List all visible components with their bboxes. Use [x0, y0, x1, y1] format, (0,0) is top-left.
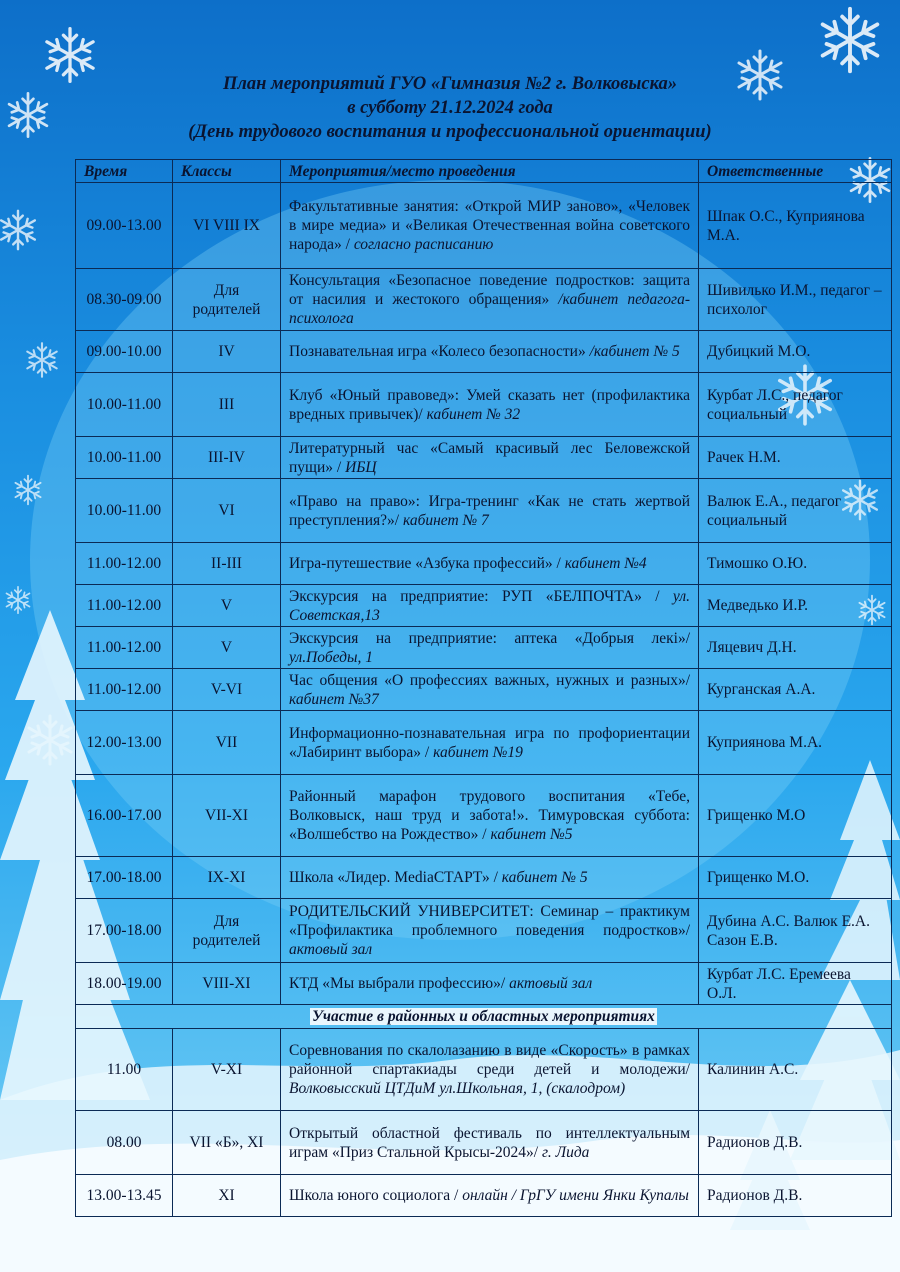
activity-place: ул. Советская,13: [289, 587, 690, 624]
table-row: [76, 269, 892, 331]
classes-cell: III: [173, 373, 281, 437]
table-row: [76, 899, 892, 963]
time-cell: 11.00-12.00: [76, 585, 173, 627]
classes-cell: II-III: [173, 543, 281, 585]
table-row: [76, 331, 892, 373]
activity-cell: [281, 1175, 699, 1217]
classes-cell: VI: [173, 479, 281, 543]
activity-place: г. Лида: [541, 1143, 590, 1161]
activity-cell: [281, 775, 699, 857]
time-cell: 11.00-12.00: [76, 627, 173, 669]
activity-text: Час общения «О профессиях важных, нужных и разных»/: [289, 671, 690, 689]
time-cell: 16.00-17.00: [76, 775, 173, 857]
classes-cell: V-VI: [173, 669, 281, 711]
table-row: [76, 585, 892, 627]
time-cell: 08.30-09.00: [76, 269, 173, 331]
header-activity: Мероприятия/место проведения: [281, 160, 699, 183]
activity-text: РОДИТЕЛЬСКИЙ УНИВЕРСИТЕТ: Семинар – практикум «Профилактика проблемного поведения подростков»/: [289, 903, 690, 939]
activity-text: Познавательная игра «Колесо безопасности»: [289, 343, 586, 360]
responsible-cell: Радионов Д.В.: [699, 1175, 892, 1217]
table-row: [76, 543, 892, 585]
responsible-cell: Дубицкий М.О.: [699, 331, 892, 373]
title-line-2: в субботу 21.12.2024 года: [347, 98, 553, 118]
activity-place: актовый зал: [289, 941, 373, 958]
activity-text: Экскурсия на предприятие: РУП «БЕЛПОЧТА» /: [289, 587, 660, 605]
time-cell: 11.00-12.00: [76, 669, 173, 711]
activity-place: согласно расписанию: [353, 236, 494, 253]
table-row: [76, 1029, 892, 1111]
activity-cell: [281, 1111, 699, 1175]
table-row: [76, 437, 892, 479]
activity-text: Соревнования по скалолазанию в виде «Скорость» в рамках районной спартакиады среди детей и молодежи/: [289, 1042, 690, 1078]
activity-text: Литературный час «Самый красивый лес Беловежской пущи» /: [289, 439, 690, 476]
time-cell: 17.00-18.00: [76, 857, 173, 899]
activity-place: /кабинет № 5: [589, 343, 680, 360]
activity-text: Экскурсия на предприятие: аптека «Добрыя лекі»/: [289, 629, 690, 647]
header-classes: Классы: [173, 160, 281, 183]
activity-cell: [281, 669, 699, 711]
activity-place: Волковысский ЦТДиМ ул.Школьная, 1, (скалодром): [289, 1080, 626, 1097]
activity-place: кабинет № 5: [501, 869, 588, 886]
time-cell: 17.00-18.00: [76, 899, 173, 963]
activity-text: Школа юного социолога /: [289, 1187, 459, 1204]
activity-cell: [281, 543, 699, 585]
activity-cell: [281, 331, 699, 373]
activity-text: Информационно-познавательная игра по профориентации «Лабиринт выбора» /: [289, 724, 690, 761]
responsible-cell: Калинин А.С.: [699, 1029, 892, 1111]
activity-cell: [281, 183, 699, 269]
activity-place: кабинет №4: [564, 555, 647, 572]
activity-text: Клуб «Юный правовед»: Умей сказать нет (профилактика вредных привычек)/: [289, 386, 690, 423]
activity-place: кабинет №5: [490, 826, 573, 843]
document-title: [0, 72, 900, 144]
section-title-cell: [76, 1005, 892, 1029]
activity-place: кабинет № 32: [426, 405, 521, 423]
table-row: [76, 857, 892, 899]
activity-place: онлайн / ГрГУ имени Янки Купалы: [462, 1187, 689, 1204]
responsible-cell: Курбат Л.С. Еремеева О.Л.: [699, 963, 892, 1005]
title-line-1: План мероприятий ГУО «Гимназия №2 г. Волковыска»: [222, 74, 678, 94]
table-row: [76, 711, 892, 775]
table-row: [76, 669, 892, 711]
activity-text: Открытый областной фестиваль по интеллектуальным играм «Приз Стальной Крысы-2024»/: [289, 1124, 690, 1161]
activity-place: ул.Победы, 1: [289, 648, 373, 666]
responsible-cell: Шпак О.С., Куприянова М.А.: [699, 183, 892, 269]
activity-cell: [281, 857, 699, 899]
responsible-cell: Курганская А.А.: [699, 669, 892, 711]
activity-text: Игра-путешествие «Азбука профессий» /: [289, 555, 561, 572]
responsible-cell: Валюк Е.А., педагог социальный: [699, 479, 892, 543]
activity-cell: [281, 437, 699, 479]
table-row: [76, 963, 892, 1005]
time-cell: 08.00: [76, 1111, 173, 1175]
activity-text: Школа «Лидер. MediaСТАРТ» /: [289, 869, 498, 886]
table-row: [76, 1175, 892, 1217]
table-row: [76, 373, 892, 437]
activity-text: Факультативные занятия: «Открой МИР заново», «Человек в мире медиа» и «Великая Отечественная война советского народа» /: [289, 198, 690, 253]
classes-cell: Для родителей: [173, 899, 281, 963]
table-row: [76, 627, 892, 669]
responsible-cell: Рачек Н.М.: [699, 437, 892, 479]
time-cell: 11.00-12.00: [76, 543, 173, 585]
title-line-3: (День трудового воспитания и профессиональной ориентации): [188, 122, 712, 142]
time-cell: 10.00-11.00: [76, 479, 173, 543]
activity-cell: [281, 711, 699, 775]
activity-cell: [281, 963, 699, 1005]
classes-cell: VII: [173, 711, 281, 775]
responsible-cell: Дубина А.С. Валюк Е.А. Сазон Е.В.: [699, 899, 892, 963]
activity-cell: [281, 585, 699, 627]
activity-place: актовый зал: [509, 975, 593, 992]
activity-place: /кабинет педагога-психолога: [289, 291, 690, 327]
classes-cell: VIII-XI: [173, 963, 281, 1005]
table-row: [76, 479, 892, 543]
classes-cell: VII-XI: [173, 775, 281, 857]
activity-cell: [281, 269, 699, 331]
classes-cell: IX-XI: [173, 857, 281, 899]
activity-place: кабинет №19: [433, 743, 523, 761]
responsible-cell: Тимошко О.Ю.: [699, 543, 892, 585]
responsible-cell: Медведько И.Р.: [699, 585, 892, 627]
classes-cell: V: [173, 627, 281, 669]
activity-text: КТД «Мы выбрали профессию»/: [289, 975, 506, 992]
time-cell: 10.00-11.00: [76, 373, 173, 437]
table-row: [76, 183, 892, 269]
classes-cell: XI: [173, 1175, 281, 1217]
table-header-row: [76, 160, 892, 183]
section-header-row: [76, 1005, 892, 1029]
section-title: Участие в районных и областных мероприятиях: [312, 1008, 655, 1025]
classes-cell: IV: [173, 331, 281, 373]
activity-place: кабинет № 7: [402, 511, 489, 529]
table-row: [76, 775, 892, 857]
responsible-cell: Грищенко М.О.: [699, 857, 892, 899]
time-cell: 10.00-11.00: [76, 437, 173, 479]
table-row: [76, 1111, 892, 1175]
activity-cell: [281, 627, 699, 669]
activity-cell: [281, 899, 699, 963]
activity-cell: [281, 479, 699, 543]
activity-text: «Право на право»: Игра-тренинг «Как не стать жертвой преступления?»/: [289, 492, 690, 529]
classes-cell: V-XI: [173, 1029, 281, 1111]
time-cell: 11.00: [76, 1029, 173, 1111]
responsible-cell: Шивилько И.М., педагог – психолог: [699, 269, 892, 331]
responsible-cell: Радионов Д.В.: [699, 1111, 892, 1175]
classes-cell: III-IV: [173, 437, 281, 479]
classes-cell: V: [173, 585, 281, 627]
activity-text: Районный марафон трудового воспитания «Тебе, Волковыск, наш труд и забота!». Тимуровская суббота: «Волшебство на Рождество» /: [289, 788, 690, 843]
responsible-cell: Ляцевич Д.Н.: [699, 627, 892, 669]
time-cell: 09.00-13.00: [76, 183, 173, 269]
time-cell: 18.00-19.00: [76, 963, 173, 1005]
classes-cell: VII «Б», XI: [173, 1111, 281, 1175]
events-table: [75, 159, 892, 1217]
header-time: Время: [76, 160, 173, 183]
activity-cell: [281, 1029, 699, 1111]
time-cell: 12.00-13.00: [76, 711, 173, 775]
activity-text: Консультация «Безопасное поведение подростков: защита от насилия и жестокого обращения»: [289, 272, 690, 308]
classes-cell: Для родителей: [173, 269, 281, 331]
activity-cell: [281, 373, 699, 437]
responsible-cell: Курбат Л.С., педагог социальный: [699, 373, 892, 437]
classes-cell: VI VIII IX: [173, 183, 281, 269]
responsible-cell: Грищенко М.О: [699, 775, 892, 857]
responsible-cell: Куприянова М.А.: [699, 711, 892, 775]
time-cell: 09.00-10.00: [76, 331, 173, 373]
header-responsible: Ответственные: [699, 160, 892, 183]
activity-place: ИБЦ: [345, 458, 377, 476]
time-cell: 13.00-13.45: [76, 1175, 173, 1217]
activity-place: кабинет №37: [289, 690, 379, 708]
